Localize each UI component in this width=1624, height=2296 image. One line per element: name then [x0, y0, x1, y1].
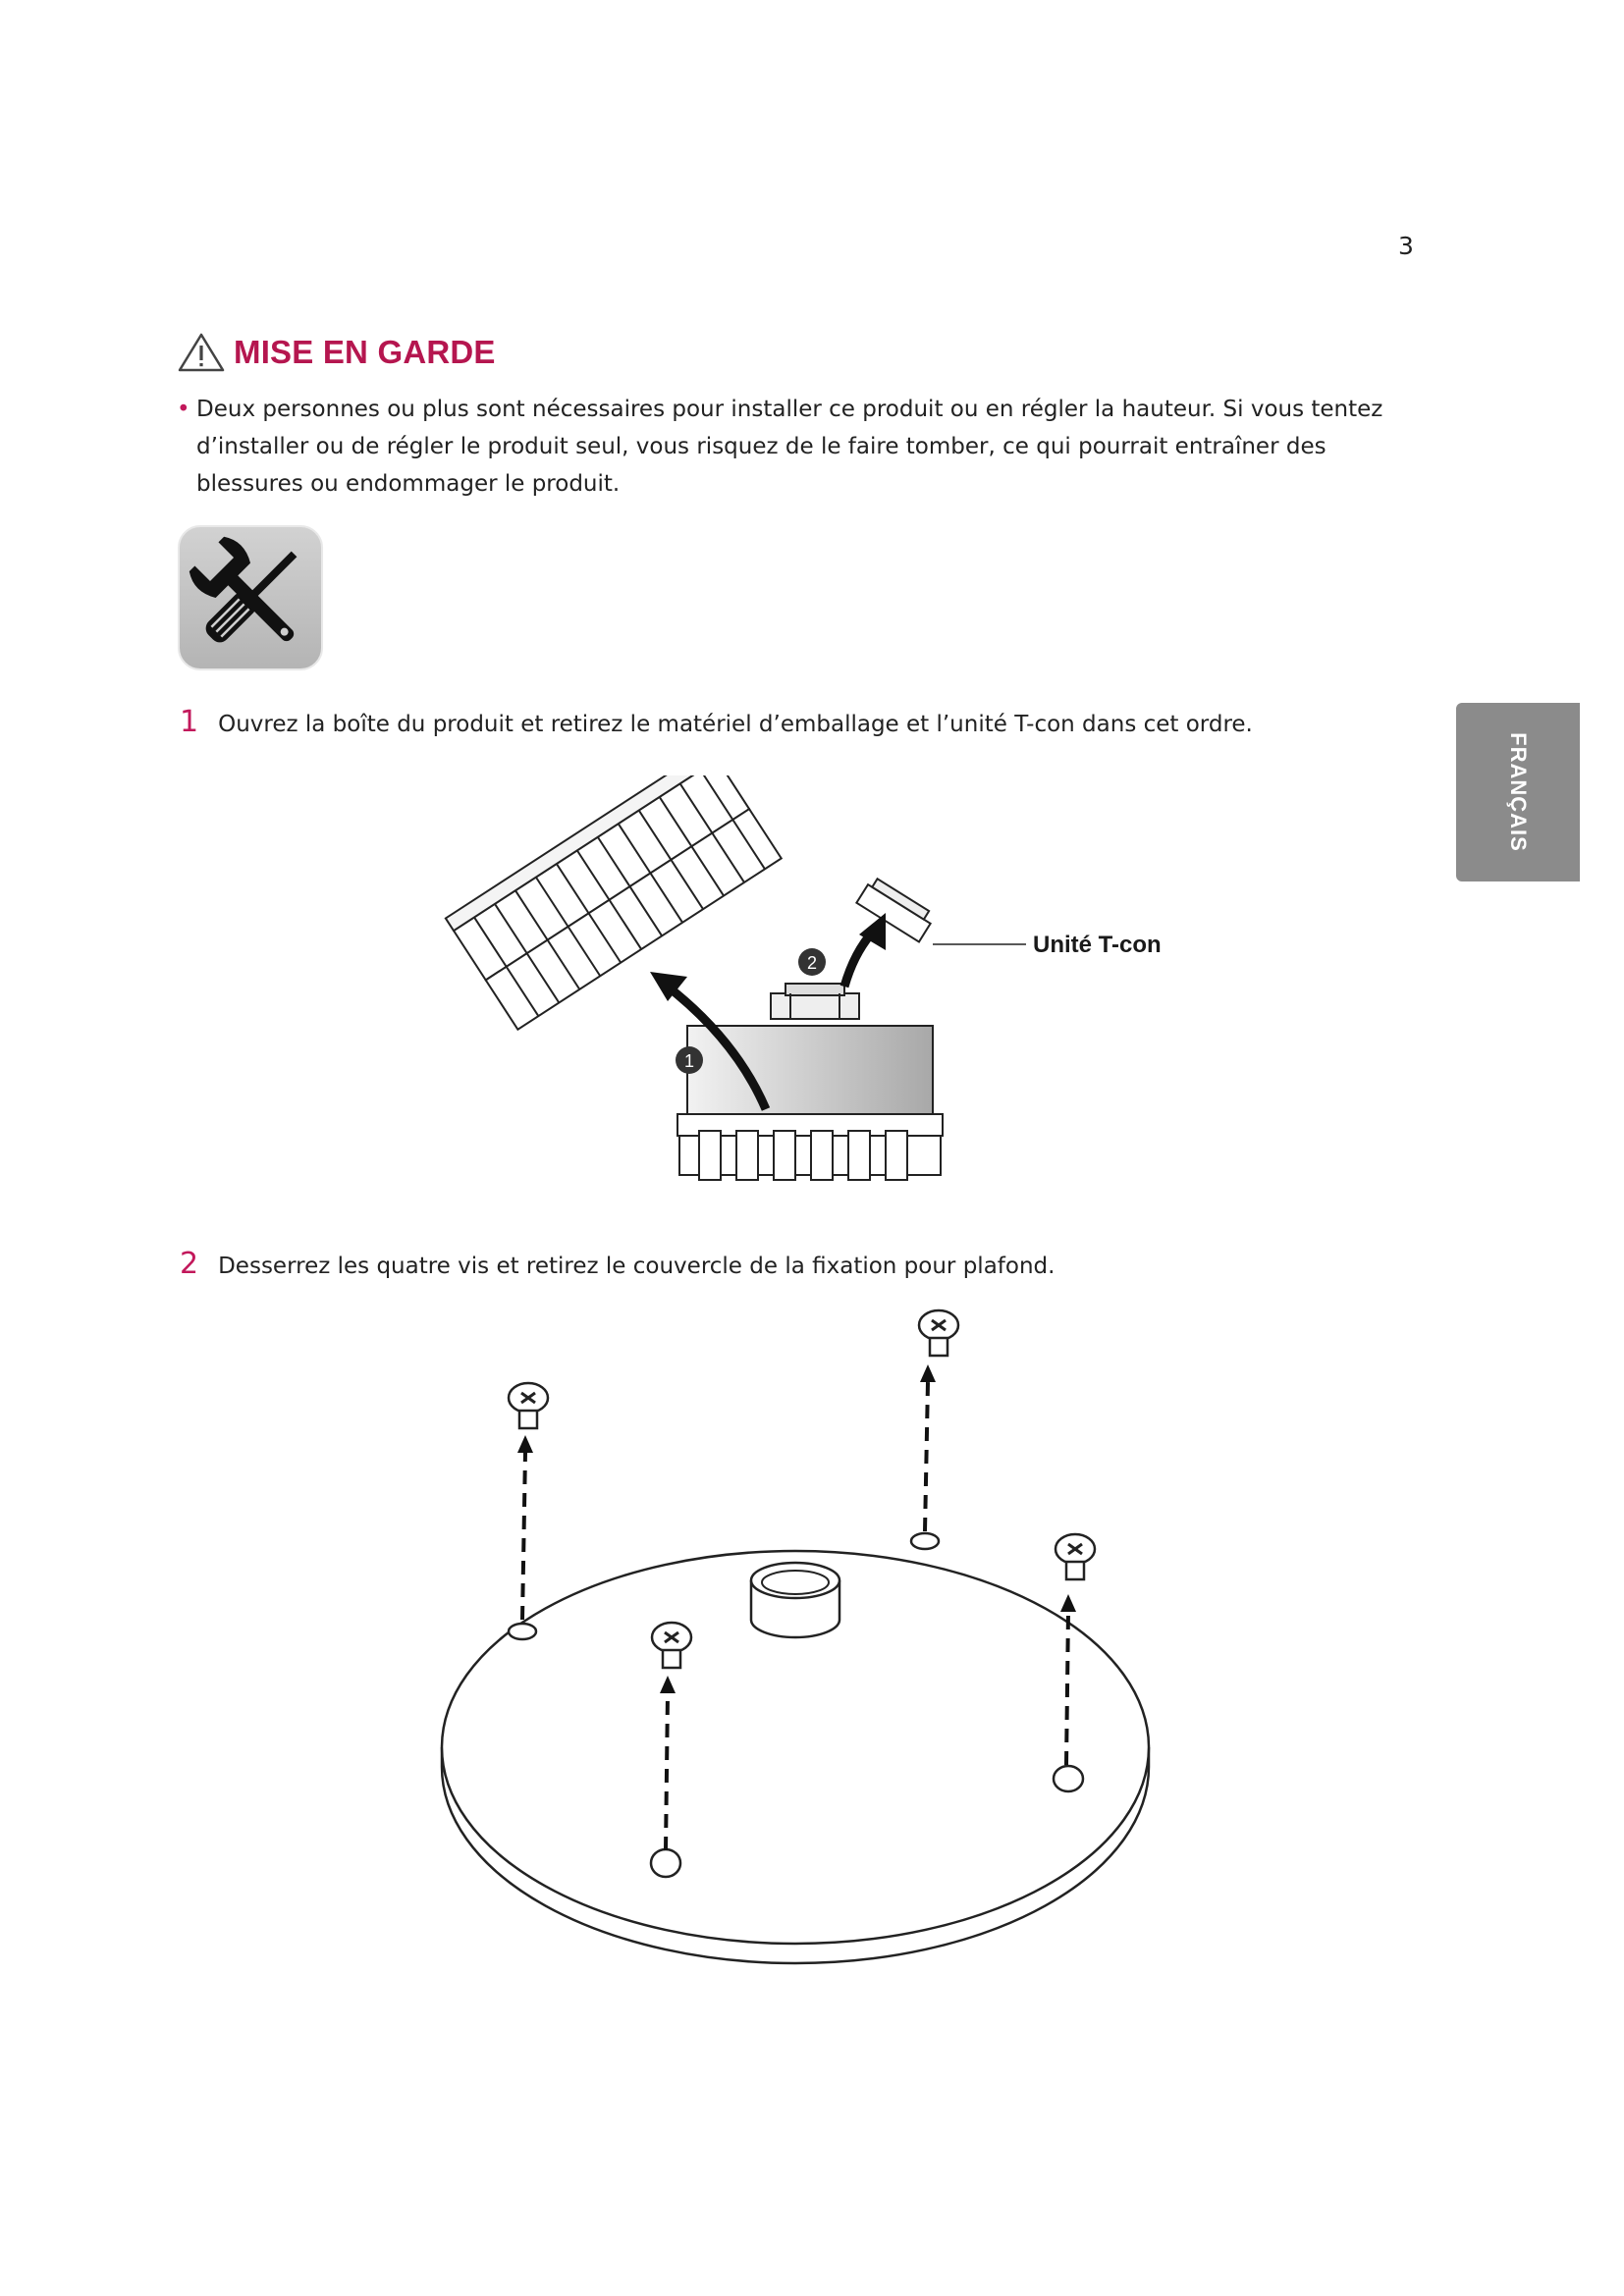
arrow-2: [844, 913, 886, 987]
page-number: 3: [1398, 232, 1414, 260]
product-top: [771, 984, 859, 1019]
caution-heading: [177, 332, 496, 373]
badge-1-text: 1: [683, 1051, 695, 1071]
step-2-text: Desserrez les quatre vis et retirez le couvercle de la fixation pour plafond.: [218, 1254, 1056, 1279]
badge-2-text: 2: [806, 953, 818, 973]
screw-2-icon: [919, 1310, 958, 1356]
unboxing-illustration: [442, 775, 1188, 1207]
screw-1-icon: [509, 1383, 548, 1428]
step-2-number: 2: [180, 1247, 199, 1281]
step-2: [180, 1247, 1055, 1281]
ceiling-mount-illustration: [422, 1296, 1168, 1983]
screw-3-icon: [1056, 1534, 1095, 1579]
center-hub: [751, 1563, 839, 1637]
bullet-dot: •: [177, 397, 190, 422]
packing-material: [446, 775, 782, 1030]
language-label: FRANÇAIS: [1506, 732, 1531, 852]
step-1-text: Ouvrez la boîte du produit et retirez le matériel d’emballage et l’unité T-con dans cet ordre.: [218, 712, 1253, 737]
screwdriver-wrench-icon: [177, 524, 324, 671]
base-crate: [677, 1114, 943, 1180]
step-1: [180, 705, 1253, 739]
warning-triangle-icon: [177, 332, 226, 373]
caution-title: MISE EN GARDE: [234, 334, 496, 370]
tcon-label: Unité T-con: [1033, 932, 1162, 958]
caution-bullet: [177, 391, 1424, 503]
caution-text: Deux personnes ou plus sont nécessaires pour installer ce produit ou en régler la hauteur. Si vous tentez d’installer ou de régler le produit seul, vous risquez de le faire tomber, ce qui pourrait entraîner des blessures ou endommager le produit.: [196, 397, 1383, 497]
language-tab: [1456, 703, 1580, 881]
step-1-number: 1: [180, 705, 199, 739]
